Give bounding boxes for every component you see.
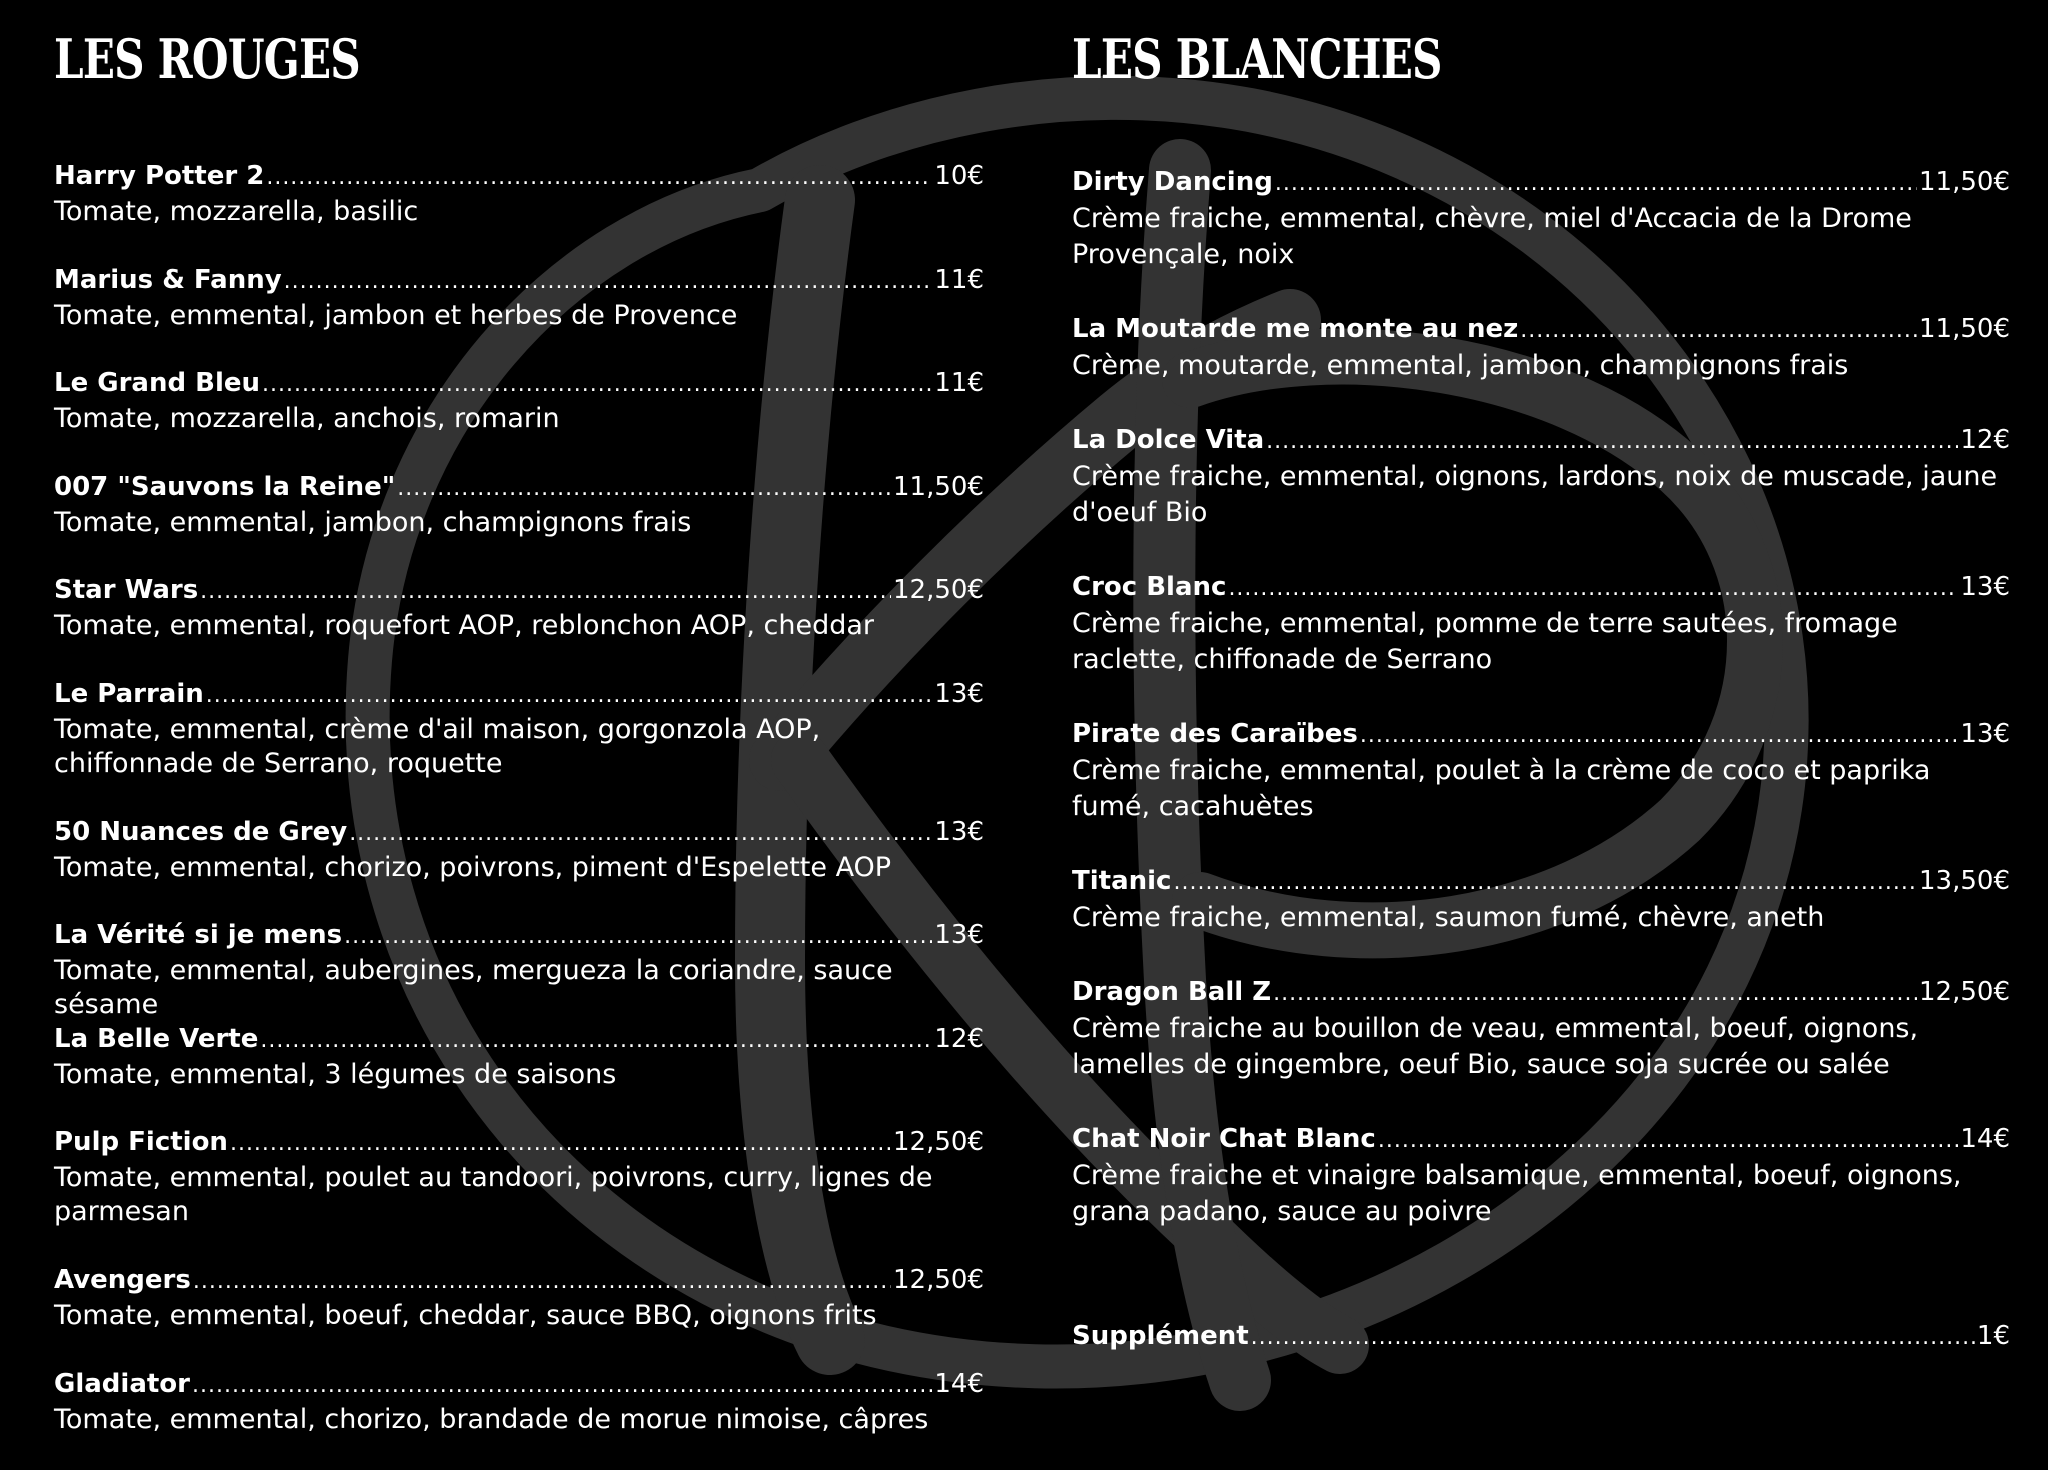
item-description: Crème, moutarde, emmental, jambon, champignons frais (1072, 348, 2010, 384)
item-name: Le Grand Bleu (54, 366, 260, 400)
item-description: Tomate, emmental, roquefort AOP, reblonchon AOP, cheddar (54, 609, 984, 643)
item-name: La Dolce Vita (1072, 423, 1264, 457)
item-description: Tomate, mozzarella, anchois, romarin (54, 402, 984, 436)
dot-leader (260, 1024, 932, 1058)
item-name: La Vérité si je mens (54, 918, 342, 952)
menu-item (1072, 1122, 2010, 1269)
menu-item (54, 366, 984, 470)
item-price: 11€ (934, 366, 984, 400)
item-name: Gladiator (54, 1367, 190, 1401)
item-description: Crème fraiche au bouillon de veau, emmental, boeuf, oignons, lamelles de gingembre, oeuf Bio, sauce soja sucrée ou salée (1072, 1011, 2010, 1083)
menu-item (1072, 165, 2010, 312)
item-price: 12€ (1960, 423, 2010, 457)
item-name: Croc Blanc (1072, 570, 1226, 604)
item-name: La Moutarde me monte au nez (1072, 312, 1518, 346)
dot-leader (284, 265, 933, 299)
item-name: Le Parrain (54, 677, 204, 711)
item-price: 13€ (1960, 570, 2010, 604)
dot-leader (1266, 425, 1958, 459)
supplement-name: Supplément (1072, 1319, 1249, 1353)
item-name: Titanic (1072, 864, 1171, 898)
item-description: Crème fraiche, emmental, pomme de terre sautées, fromage raclette, chiffonade de Serrano (1072, 606, 2010, 678)
rouges-title: LES ROUGES (54, 28, 779, 90)
item-name: Dirty Dancing (1072, 165, 1273, 199)
dot-leader (262, 368, 932, 402)
item-description: Tomate, emmental, chorizo, poivrons, piment d'Espelette AOP (54, 851, 984, 885)
dot-leader (344, 920, 932, 954)
item-price: 13€ (934, 677, 984, 711)
menu-item (1072, 975, 2010, 1122)
dot-leader (1360, 719, 1959, 753)
item-price: 11,50€ (1919, 312, 2010, 346)
menu-item (54, 573, 984, 677)
item-price: 12,50€ (893, 573, 984, 607)
item-description: Tomate, emmental, jambon et herbes de Provence (54, 299, 984, 333)
item-description: Tomate, emmental, aubergines, mergueza la coriandre, sauce sésame (54, 954, 984, 1022)
menu-item (54, 1367, 984, 1470)
dot-leader (1228, 572, 1958, 606)
menu-item (54, 1125, 984, 1263)
item-description: Crème fraiche et vinaigre balsamique, emmental, boeuf, oignons, grana padano, sauce au poivre (1072, 1158, 2010, 1230)
menu-item (54, 1263, 984, 1367)
menu-item (54, 677, 984, 815)
dot-leader (397, 472, 891, 506)
item-price: 14€ (1960, 1122, 2010, 1156)
menu-item (1072, 312, 2010, 423)
dot-leader (349, 817, 932, 851)
item-price: 12,50€ (893, 1125, 984, 1159)
rouges-column (54, 28, 984, 1470)
item-name: Chat Noir Chat Blanc (1072, 1122, 1376, 1156)
item-name: Avengers (54, 1263, 191, 1297)
menu-item (54, 918, 984, 1022)
item-name: Star Wars (54, 573, 198, 607)
item-description: Tomate, emmental, boeuf, cheddar, sauce BBQ, oignons frits (54, 1299, 984, 1333)
item-price: 11,50€ (893, 470, 984, 504)
item-name: 007 "Sauvons la Reine" (54, 470, 395, 504)
dot-leader (266, 161, 932, 195)
item-description: Tomate, emmental, chorizo, brandade de morue nimoise, câpres (54, 1403, 984, 1437)
dot-leader (1251, 1321, 1975, 1355)
dot-leader (206, 679, 933, 713)
item-name: Pulp Fiction (54, 1125, 228, 1159)
dot-leader (230, 1127, 891, 1161)
dot-leader (200, 575, 891, 609)
item-price: 12€ (934, 1022, 984, 1056)
menu-item (1072, 717, 2010, 864)
dot-leader (1275, 167, 1917, 201)
dot-leader (1520, 314, 1917, 348)
item-description: Tomate, emmental, 3 légumes de saisons (54, 1058, 984, 1092)
item-name: 50 Nuances de Grey (54, 815, 347, 849)
item-price: 13€ (1960, 717, 2010, 751)
item-name: Marius & Fanny (54, 263, 282, 297)
dot-leader (1273, 977, 1917, 1011)
item-description: Crème fraiche, emmental, poulet à la crème de coco et paprika fumé, cacahuètes (1072, 753, 2010, 825)
menu-item (54, 263, 984, 367)
dot-leader (192, 1369, 932, 1403)
menu-item (1072, 570, 2010, 717)
dot-leader (1378, 1124, 1959, 1158)
item-description: Crème fraiche, emmental, oignons, lardons, noix de muscade, jaune d'oeuf Bio (1072, 459, 2010, 531)
blanches-column (1072, 28, 2010, 1355)
item-name: La Belle Verte (54, 1022, 258, 1056)
item-description: Crème fraiche, emmental, chèvre, miel d'Accacia de la Drome Provençale, noix (1072, 201, 2010, 273)
item-price: 11€ (934, 263, 984, 297)
item-name: Dragon Ball Z (1072, 975, 1271, 1009)
menu-item (54, 470, 984, 574)
dot-leader (193, 1265, 891, 1299)
item-description: Tomate, mozzarella, basilic (54, 195, 984, 229)
item-price: 14€ (934, 1367, 984, 1401)
item-description: Tomate, emmental, crème d'ail maison, gorgonzola AOP, chiffonnade de Serrano, roquette (54, 713, 984, 781)
item-price: 12,50€ (893, 1263, 984, 1297)
item-description: Tomate, emmental, poulet au tandoori, poivrons, curry, lignes de parmesan (54, 1161, 984, 1229)
supplement-line (1072, 1319, 2010, 1355)
item-price: 13€ (934, 918, 984, 952)
item-price: 13,50€ (1919, 864, 2010, 898)
item-name: Harry Potter 2 (54, 159, 264, 193)
item-price: 10€ (934, 159, 984, 193)
item-name: Pirate des Caraïbes (1072, 717, 1358, 751)
menu-item (1072, 864, 2010, 975)
item-description: Crème fraiche, emmental, saumon fumé, chèvre, aneth (1072, 900, 2010, 936)
blanches-title: LES BLANCHES (1072, 28, 1804, 90)
item-price: 13€ (934, 815, 984, 849)
dot-leader (1173, 866, 1917, 900)
menu-item (1072, 423, 2010, 570)
menu-item (54, 815, 984, 919)
supplement-price: 1€ (1977, 1319, 2010, 1353)
item-price: 12,50€ (1919, 975, 2010, 1009)
item-price: 11,50€ (1919, 165, 2010, 199)
menu-item (54, 159, 984, 263)
menu-item (54, 1022, 984, 1126)
item-description: Tomate, emmental, jambon, champignons frais (54, 506, 984, 540)
